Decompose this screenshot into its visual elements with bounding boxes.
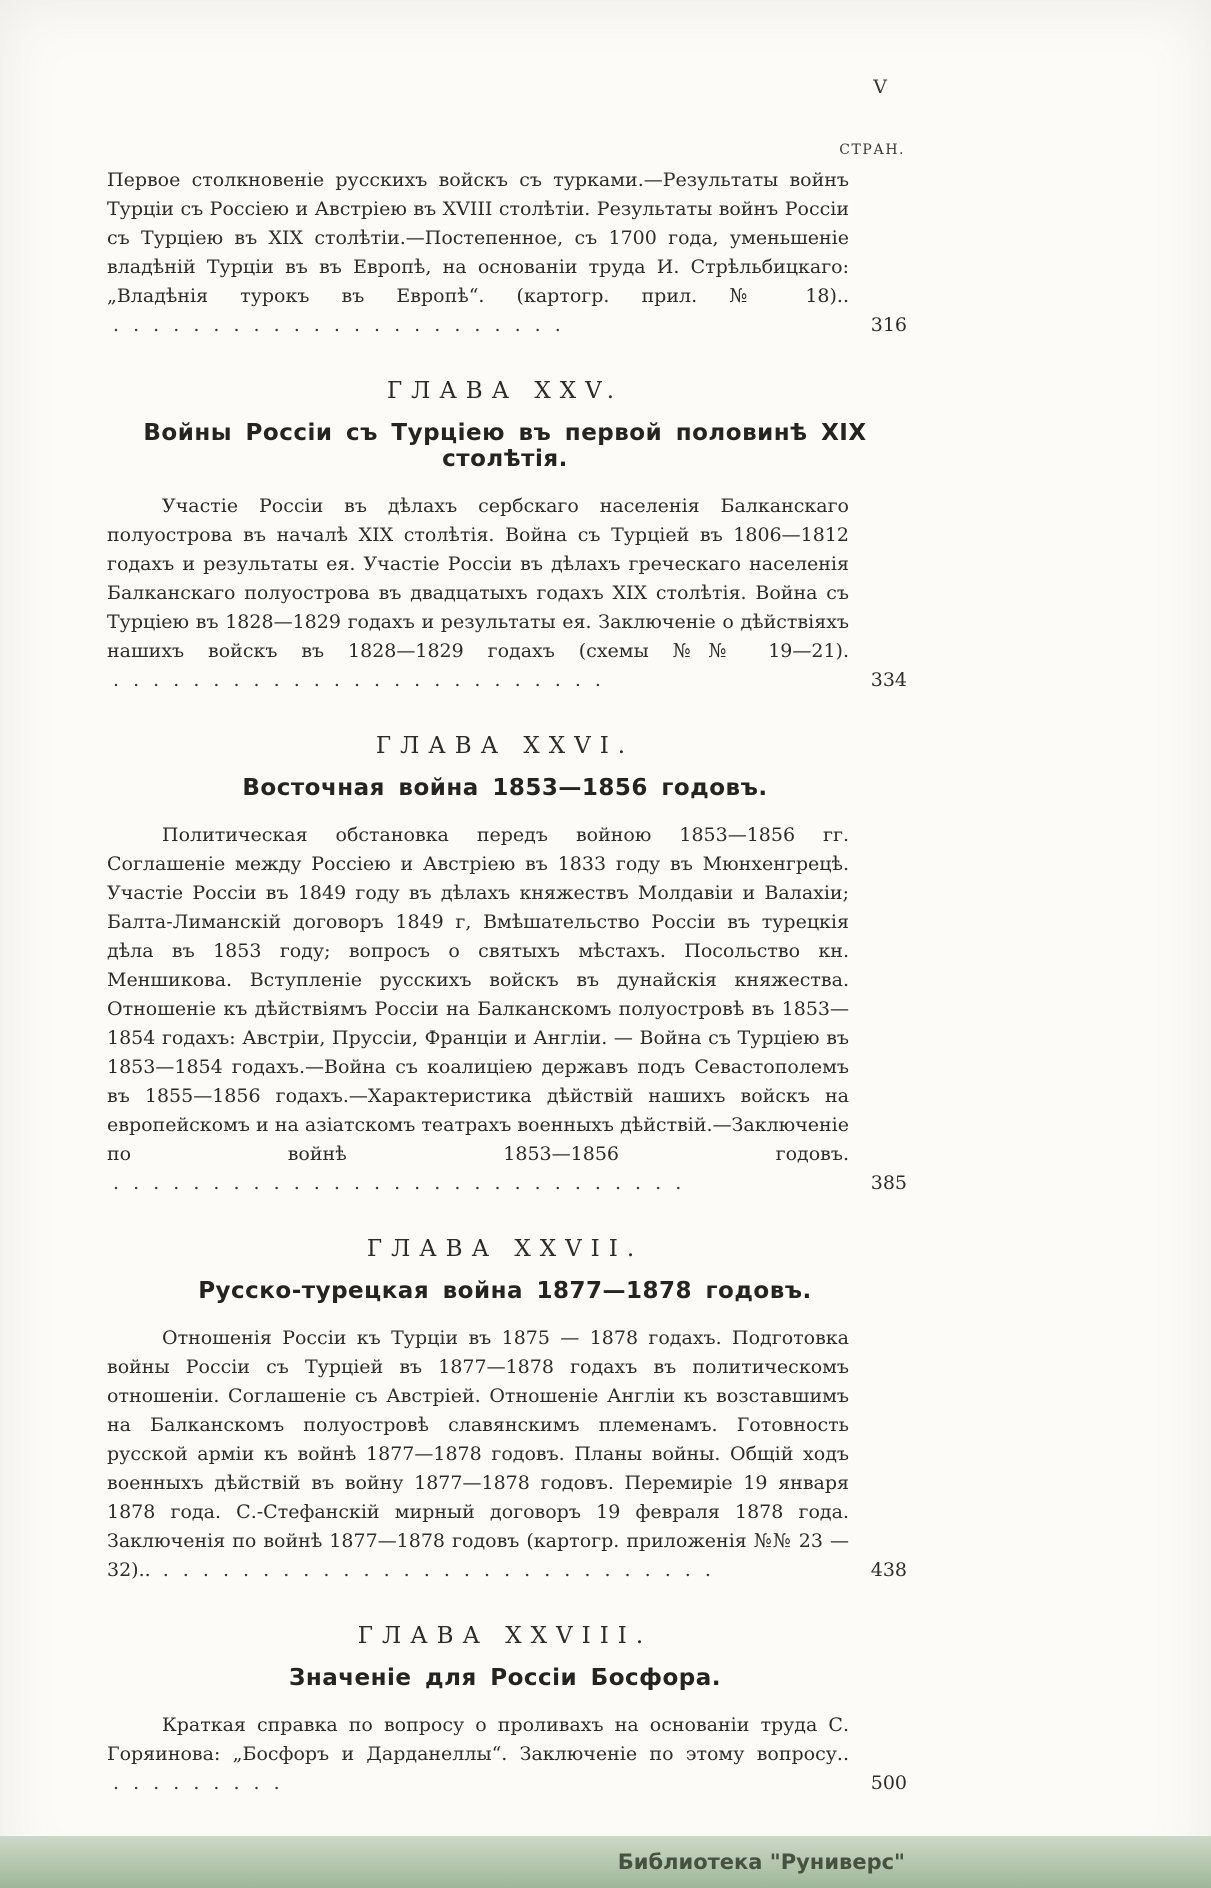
chapter-summary-text: Политическая обстановка передъ войною 1853—1856 гг. Соглашеніе между Россіею и Австріею въ 1833 году въ Мюнхенгрецѣ. Участіе Россіи въ 1849 году въ дѣлахъ княжествъ Молдавіи и Валахіи; Балта-Лиманскій договоръ 1849 г, Вмѣшательство Россіи въ турецкія дѣла въ 1853 году; вопросъ о святыхъ мѣстахъ. Посольство кн. Меншикова. Вступленіе русскихъ войскъ въ дунайскія княжества. Отношеніе къ дѣйствіямъ Россіи на Балканскомъ полуостровѣ въ 1853—1854 годахъ: Австріи, Пруссіи, Франціи и Англіи. — Война съ Турціею въ 1853—1854 годахъ.—Война съ коалиціею державъ подъ Севастополемъ въ 1855—1856 годахъ.—Характеристика дѣйствій нашихъ войскъ на европейскомъ и на азіатскомъ театрахъ военныхъ дѣйствій.—Заключеніе по войнѣ 1853—1856 годовъ. [107,824,849,1165]
toc-chapter-xxvi [107,733,907,1198]
entry-page-number: 385 [870,1172,907,1194]
chapter-heading: ГЛАВА XXVI. [375,733,635,759]
page-column-header: СТРАН. [839,142,905,158]
chapter-heading: ГЛАВА XXVII. [366,1236,644,1262]
chapter-summary-entry [107,1324,907,1585]
toc-chapter-xxvii [107,1236,907,1585]
toc-content [107,166,907,1798]
chapter-heading: ГЛАВА XXVIII. [357,1623,653,1649]
entry-page-number: 500 [870,1772,907,1794]
entry-page-number: 438 [870,1559,907,1581]
entry-page-number: 334 [870,669,907,691]
library-watermark: Библиотека "Руниверс" [617,1850,905,1874]
toc-chapter-xxv [107,378,907,695]
chapter-heading: ГЛАВА XXV. [386,378,624,404]
chapter-title: Войны Россіи съ Турціею въ первой половинѣ XIX столѣтія. [143,420,867,472]
chapter-summary-entry [107,492,907,695]
dot-leader: . . . . . . . . . . . . . . . . . . . . . . . . . . . . [162,1559,715,1581]
dot-leader: . . . . . . . . . [113,1772,284,1794]
dot-leader: . . . . . . . . . . . . . . . . . . . . . . . [113,314,565,336]
chapter-title: Значеніе для Россіи Босфора. [289,1665,721,1691]
chapter-title: Русско-турецкая война 1877—1878 годовъ. [198,1278,812,1304]
dot-leader: . . . . . . . . . . . . . . . . . . . . . . . . . . . . . [113,1172,686,1194]
watermark-band [0,1836,1211,1888]
entry-page-number: 316 [870,314,907,336]
toc-intro-entry [107,166,907,340]
chapter-summary-entry [107,1711,907,1798]
chapter-title: Восточная война 1853—1856 годовъ. [242,775,768,801]
folio-number: V [873,76,889,98]
chapter-summary-text: Участіе Россіи въ дѣлахъ сербскаго населенія Балканскаго полуострова въ началѣ XIX столѣтія. Война съ Турціей въ 1806—1812 годахъ и результаты ея. Участіе Россіи въ дѣлахъ греческаго населенія Балканскаго полуострова въ двадцатыхъ годахъ XIX столѣтія. Война съ Турціею въ 1828—1829 годахъ и результаты ея. Заключеніе о дѣйствіяхъ нашихъ войскъ въ 1828—1829 годахъ (схемы №№ 19—21). [107,495,849,662]
chapter-summary-text: Краткая справка по вопросу о проливахъ на основаніи труда С. Горяинова: „Босфоръ и Дарданеллы“. Заключеніе по этому вопросу.. [107,1714,849,1765]
dot-leader: . . . . . . . . . . . . . . . . . . . . . . . . . [113,669,605,691]
toc-chapter-xxviii [107,1623,907,1798]
chapter-summary-entry [107,821,907,1198]
intro-entry-text: Первое столкновеніе русскихъ войскъ съ турками.—Результаты войнъ Турціи съ Россіею и Австріею въ XVIII столѣтіи. Результаты войнъ Россіи съ Турціею въ XIX столѣтіи.—Постепенное, съ 1700 года, уменьшеніе владѣній Турціи въ въ Европѣ, на основаніи труда И. Стрѣльбицкаго: „Владѣнія турокъ въ Европѣ“. (картогр. прил. № 18).. [107,169,849,307]
chapter-summary-text: Отношенія Россіи къ Турціи въ 1875 — 1878 годахъ. Подготовка войны Россіи съ Турціей въ 1877—1878 годахъ въ политическомъ отношеніи. Соглашеніе съ Австріей. Отношеніе Англіи къ возставшимъ на Балканскомъ полуостровѣ славянскимъ племенамъ. Готовность русской арміи къ войнѣ 1877—1878 годовъ. Планы войны. Общій ходъ военныхъ дѣйствій въ войну 1877—1878 годовъ. Перемиріе 19 января 1878 года. С.-Стефанскій мирный договоръ 19 февраля 1878 года. Заключенія по войнѣ 1877—1878 годовъ (картогр. приложенія №№ 23 — 32).. [107,1327,849,1581]
